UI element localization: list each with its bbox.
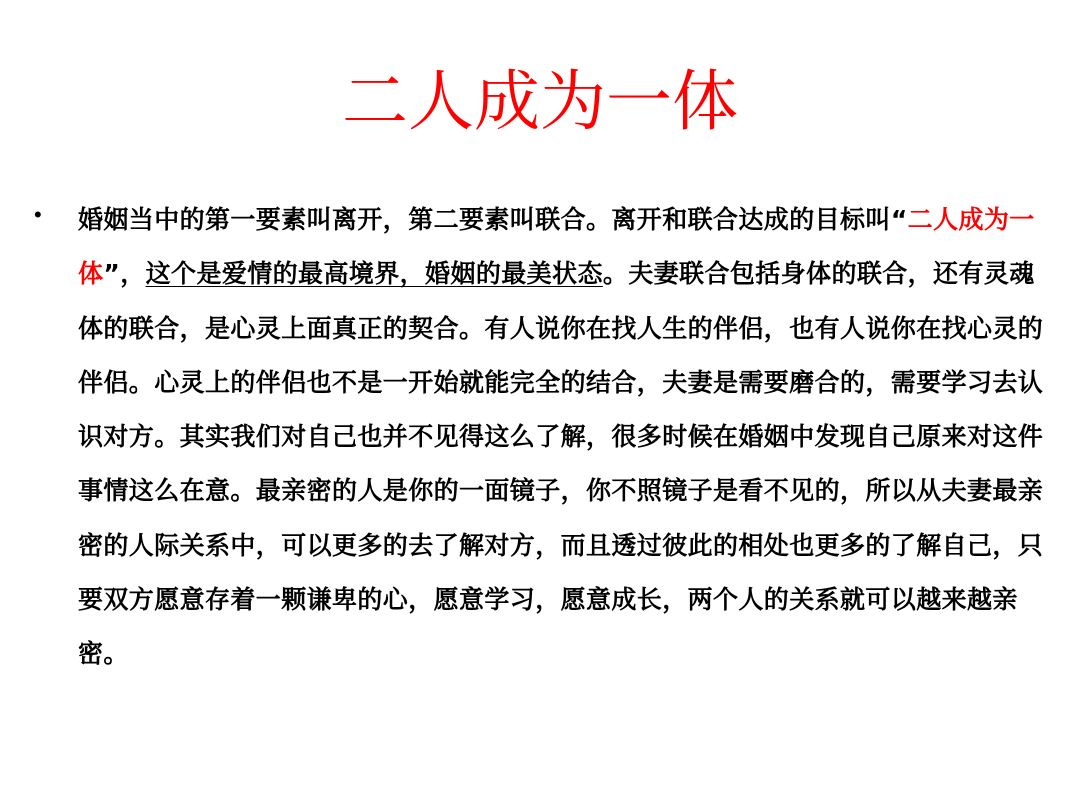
open-quote: “: [890, 205, 908, 234]
slide-title: 二人成为一体: [342, 63, 738, 140]
close-quote: ”，: [103, 259, 146, 289]
bullet-marker: •: [34, 202, 42, 227]
underlined-phrase: 这个是爱情的最高境界，婚姻的最美状态: [145, 259, 603, 289]
paragraph-text-part2: 。夫妻联合包括身体的联合，还有灵魂体的联合，是心灵上面真正的契合。有人说你在找人生的伴侣，也有人说你在找心灵的伴侣。心灵上的伴侣也不是一开始就能完全的结合，夫妻是需要磨合的，需要学习去认识对方。其实我们对自己也并不见得这么了解，很多时候在婚姻中发现自己原来对这件事情这么在意。最亲密的人是你的一面镜子，你不照镜子是看不见的，所以从夫妻最亲密的人际关系中，可以更多的去了解对方，而且透过彼此的相处也更多的了解自己，只要双方愿意存着一颗谦卑的心，愿意学习，愿意成长，两个人的关系就可以越来越亲密。: [78, 259, 1044, 669]
body-paragraph: [78, 193, 1054, 682]
highlighted-phrase: 二人成为一体: [78, 205, 1035, 289]
paragraph-text-part1: 婚姻当中的第一要素叫离开，第二要素叫联合。离开和联合达成的目标叫: [78, 205, 891, 234]
